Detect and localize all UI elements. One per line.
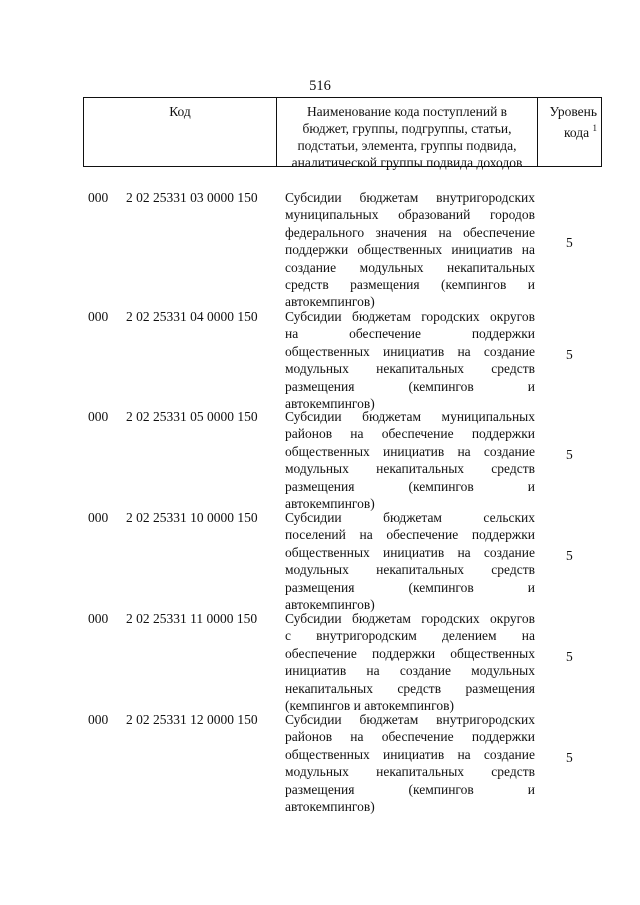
description-line: поселений на обеспечение поддержки (285, 527, 535, 543)
table-header (83, 97, 602, 170)
row-level: 5 (566, 447, 573, 462)
description-line: (кемпингов и автокемпингов) (285, 697, 454, 713)
description-line: модульных некапитальных средств (285, 361, 535, 377)
row-level: 5 (566, 347, 573, 362)
header-name-line: аналитической группы подвида доходов (291, 155, 523, 170)
row-description (285, 509, 535, 613)
header-level (538, 98, 601, 166)
description-line: автокемпингов) (285, 596, 375, 612)
header-level-footnote: 1 (592, 123, 597, 133)
description-line: Субсидии бюджетам муниципальных (285, 409, 535, 424)
description-line: федерального значения на обеспечение (285, 224, 535, 240)
row-code: 2 02 25331 11 0000 150 (126, 611, 258, 626)
row-description (285, 308, 535, 412)
description-line: размещения (кемпингов и (285, 579, 535, 595)
header-code: Код (84, 98, 277, 166)
description-line: общественных инициатив на создание (285, 343, 535, 359)
description-line: автокемпингов) (285, 294, 375, 310)
header-name (277, 98, 538, 170)
description-line: инициатив на создание модульных (285, 663, 535, 679)
description-line: размещения (кемпингов и (285, 478, 535, 494)
header-name-line: Наименование кода поступлений в (306, 104, 508, 119)
description-line: средств размещения (кемпингов и (285, 276, 535, 292)
row-prefix: 000 (88, 611, 109, 626)
header-name-line: бюджет, группы, подгруппы, статьи, (302, 121, 512, 136)
row-code: 2 02 25331 12 0000 150 (126, 712, 258, 727)
header-level-line2 (538, 120, 597, 141)
row-prefix: 000 (88, 510, 109, 525)
row-prefix: 000 (88, 409, 109, 424)
row-level: 5 (566, 235, 573, 250)
description-line: Субсидии бюджетам сельских (285, 510, 535, 525)
description-line: размещения (кемпингов и (285, 781, 535, 797)
description-line: на обеспечение поддержки (285, 326, 535, 342)
description-line: муниципальных образований городов (285, 207, 535, 223)
description-line: автокемпингов) (285, 495, 375, 511)
description-line: Субсидии бюджетам городских округов (285, 309, 535, 324)
description-line: размещения (кемпингов и (285, 378, 535, 394)
row-level: 5 (566, 750, 573, 765)
description-line: с внутригородским делением на (285, 628, 535, 644)
description-line: общественных инициатив на создание (285, 443, 535, 459)
row-prefix: 000 (88, 712, 109, 727)
row-description (285, 610, 535, 714)
row-prefix: 000 (88, 190, 109, 205)
description-line: Субсидии бюджетам внутригородских (285, 190, 535, 205)
header-name-line: подстатьи, элемента, группы подвида, (297, 138, 517, 153)
row-prefix: 000 (88, 309, 109, 324)
description-line: модульных некапитальных средств (285, 764, 535, 780)
row-code: 2 02 25331 10 0000 150 (126, 510, 258, 525)
description-line: поддержки общественных инициатив на (285, 242, 535, 258)
row-code: 2 02 25331 03 0000 150 (126, 190, 258, 205)
page-number: 516 (309, 78, 331, 94)
description-line: Субсидии бюджетам внутригородских (285, 712, 535, 727)
row-description (285, 189, 535, 311)
row-code: 2 02 25331 05 0000 150 (126, 409, 258, 424)
description-line: некапитальных средств размещения (285, 680, 535, 696)
description-line: общественных инициатив на создание (285, 746, 535, 762)
description-line: районов на обеспечение поддержки (285, 729, 535, 745)
header-level-line1: Уровень (549, 104, 597, 119)
description-line: обеспечение поддержки общественных (285, 645, 535, 661)
description-line: модульных некапитальных средств (285, 461, 535, 477)
header-level-text: кода (564, 125, 590, 140)
description-line: общественных инициатив на создание (285, 544, 535, 560)
description-line: автокемпингов) (285, 395, 375, 411)
description-line: Субсидии бюджетам городских округов (285, 611, 535, 626)
row-description (285, 711, 535, 815)
row-level: 5 (566, 548, 573, 563)
description-line: автокемпингов) (285, 798, 375, 814)
description-line: модульных некапитальных средств (285, 562, 535, 578)
description-line: создание модульных некапитальных (285, 259, 535, 275)
row-code: 2 02 25331 04 0000 150 (126, 309, 258, 324)
description-line: районов на обеспечение поддержки (285, 426, 535, 442)
row-level: 5 (566, 649, 573, 664)
row-description (285, 408, 535, 512)
